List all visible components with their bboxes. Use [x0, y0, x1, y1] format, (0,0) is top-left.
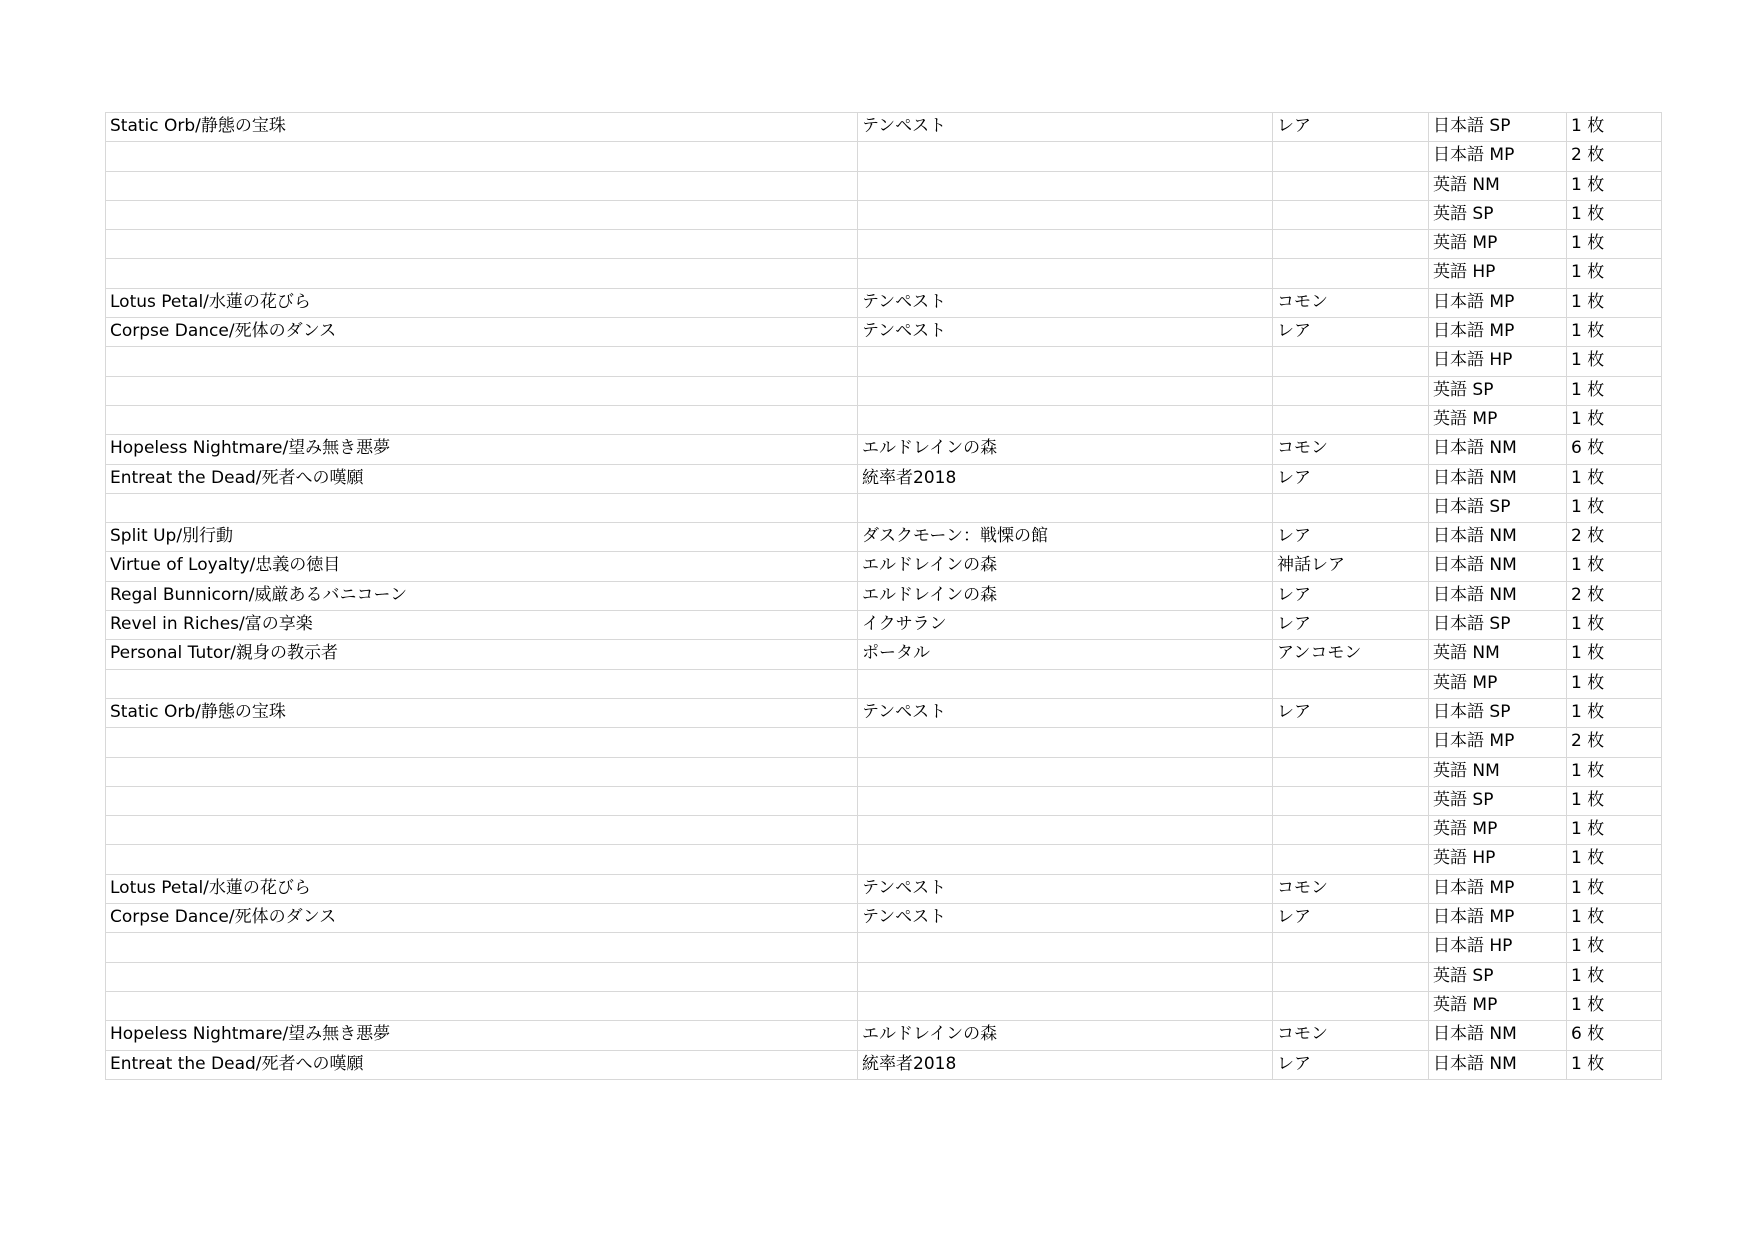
card-name-cell — [106, 171, 858, 200]
quantity-cell: 1 枚 — [1567, 786, 1662, 815]
language-condition-cell: 英語 SP — [1429, 200, 1567, 229]
table-row — [106, 874, 1662, 903]
table-row — [106, 933, 1662, 962]
set-name-cell: ダスクモーン：戦慄の館 — [858, 523, 1273, 552]
language-condition-cell: 日本語 SP — [1429, 611, 1567, 640]
table-row — [106, 171, 1662, 200]
table-row — [106, 845, 1662, 874]
table-row — [106, 552, 1662, 581]
table-row — [106, 288, 1662, 317]
set-name-cell — [858, 259, 1273, 288]
table-row — [106, 669, 1662, 698]
rarity-cell — [1273, 405, 1429, 434]
rarity-cell: コモン — [1273, 874, 1429, 903]
card-name-cell: Lotus Petal/水蓮の花びら — [106, 288, 858, 317]
language-condition-cell: 日本語 NM — [1429, 1021, 1567, 1050]
quantity-cell: 1 枚 — [1567, 347, 1662, 376]
set-name-cell: 統率者2018 — [858, 1050, 1273, 1079]
language-condition-cell: 日本語 HP — [1429, 933, 1567, 962]
rarity-cell — [1273, 493, 1429, 522]
set-name-cell — [858, 962, 1273, 991]
quantity-cell: 1 枚 — [1567, 493, 1662, 522]
rarity-cell — [1273, 962, 1429, 991]
card-name-cell — [106, 493, 858, 522]
language-condition-cell: 英語 MP — [1429, 405, 1567, 434]
set-name-cell — [858, 845, 1273, 874]
language-condition-cell: 日本語 SP — [1429, 493, 1567, 522]
table-row — [106, 200, 1662, 229]
table-body — [106, 113, 1662, 1080]
language-condition-cell: 日本語 NM — [1429, 552, 1567, 581]
set-name-cell — [858, 991, 1273, 1020]
language-condition-cell: 英語 MP — [1429, 816, 1567, 845]
card-name-cell — [106, 962, 858, 991]
card-name-cell — [106, 669, 858, 698]
language-condition-cell: 日本語 MP — [1429, 904, 1567, 933]
table-row — [106, 1050, 1662, 1079]
quantity-cell: 2 枚 — [1567, 728, 1662, 757]
rarity-cell: コモン — [1273, 435, 1429, 464]
rarity-cell — [1273, 376, 1429, 405]
language-condition-cell: 日本語 NM — [1429, 1050, 1567, 1079]
quantity-cell: 1 枚 — [1567, 933, 1662, 962]
quantity-cell: 1 枚 — [1567, 230, 1662, 259]
quantity-cell: 1 枚 — [1567, 376, 1662, 405]
quantity-cell: 1 枚 — [1567, 816, 1662, 845]
rarity-cell — [1273, 171, 1429, 200]
set-name-cell: テンペスト — [858, 904, 1273, 933]
card-name-cell — [106, 405, 858, 434]
language-condition-cell: 英語 NM — [1429, 640, 1567, 669]
language-condition-cell: 英語 MP — [1429, 230, 1567, 259]
quantity-cell: 1 枚 — [1567, 904, 1662, 933]
quantity-cell: 1 枚 — [1567, 669, 1662, 698]
card-name-cell: Personal Tutor/親身の教示者 — [106, 640, 858, 669]
table-row — [106, 230, 1662, 259]
card-name-cell — [106, 816, 858, 845]
rarity-cell — [1273, 230, 1429, 259]
table-row — [106, 904, 1662, 933]
table-row — [106, 640, 1662, 669]
card-name-cell: Split Up/別行動 — [106, 523, 858, 552]
table-row — [106, 816, 1662, 845]
language-condition-cell: 日本語 MP — [1429, 142, 1567, 171]
set-name-cell — [858, 230, 1273, 259]
table-row — [106, 493, 1662, 522]
quantity-cell: 1 枚 — [1567, 552, 1662, 581]
rarity-cell — [1273, 933, 1429, 962]
rarity-cell: レア — [1273, 1050, 1429, 1079]
table-row — [106, 728, 1662, 757]
rarity-cell: アンコモン — [1273, 640, 1429, 669]
card-name-cell — [106, 200, 858, 229]
language-condition-cell: 日本語 NM — [1429, 523, 1567, 552]
language-condition-cell: 日本語 MP — [1429, 318, 1567, 347]
card-name-cell — [106, 991, 858, 1020]
table-row — [106, 698, 1662, 727]
language-condition-cell: 英語 HP — [1429, 259, 1567, 288]
table-row — [106, 786, 1662, 815]
set-name-cell — [858, 405, 1273, 434]
quantity-cell: 2 枚 — [1567, 581, 1662, 610]
table-row — [106, 113, 1662, 142]
table-row — [106, 991, 1662, 1020]
card-name-cell — [106, 757, 858, 786]
set-name-cell: テンペスト — [858, 698, 1273, 727]
set-name-cell — [858, 669, 1273, 698]
rarity-cell: レア — [1273, 523, 1429, 552]
rarity-cell: レア — [1273, 611, 1429, 640]
table-row — [106, 757, 1662, 786]
card-name-cell — [106, 230, 858, 259]
quantity-cell: 1 枚 — [1567, 874, 1662, 903]
card-name-cell: Revel in Riches/富の享楽 — [106, 611, 858, 640]
set-name-cell — [858, 347, 1273, 376]
set-name-cell — [858, 933, 1273, 962]
set-name-cell — [858, 757, 1273, 786]
set-name-cell — [858, 376, 1273, 405]
quantity-cell: 1 枚 — [1567, 845, 1662, 874]
set-name-cell — [858, 728, 1273, 757]
table-row — [106, 523, 1662, 552]
quantity-cell: 6 枚 — [1567, 435, 1662, 464]
table-row — [106, 347, 1662, 376]
rarity-cell — [1273, 200, 1429, 229]
card-inventory-table — [105, 112, 1662, 1080]
set-name-cell: エルドレインの森 — [858, 435, 1273, 464]
card-name-cell: Corpse Dance/死体のダンス — [106, 318, 858, 347]
language-condition-cell: 日本語 NM — [1429, 435, 1567, 464]
rarity-cell: レア — [1273, 904, 1429, 933]
set-name-cell: テンペスト — [858, 288, 1273, 317]
set-name-cell: エルドレインの森 — [858, 581, 1273, 610]
rarity-cell: レア — [1273, 581, 1429, 610]
quantity-cell: 2 枚 — [1567, 142, 1662, 171]
set-name-cell: テンペスト — [858, 318, 1273, 347]
set-name-cell: テンペスト — [858, 113, 1273, 142]
rarity-cell — [1273, 347, 1429, 376]
quantity-cell: 1 枚 — [1567, 611, 1662, 640]
table-row — [106, 1021, 1662, 1050]
set-name-cell — [858, 493, 1273, 522]
language-condition-cell: 英語 SP — [1429, 962, 1567, 991]
set-name-cell: 統率者2018 — [858, 464, 1273, 493]
quantity-cell: 1 枚 — [1567, 640, 1662, 669]
quantity-cell: 1 枚 — [1567, 991, 1662, 1020]
table-row — [106, 581, 1662, 610]
quantity-cell: 1 枚 — [1567, 698, 1662, 727]
set-name-cell — [858, 171, 1273, 200]
quantity-cell: 1 枚 — [1567, 1050, 1662, 1079]
language-condition-cell: 英語 MP — [1429, 669, 1567, 698]
card-name-cell: Hopeless Nightmare/望み無き悪夢 — [106, 1021, 858, 1050]
table-row — [106, 259, 1662, 288]
table-row — [106, 142, 1662, 171]
rarity-cell — [1273, 259, 1429, 288]
language-condition-cell: 日本語 MP — [1429, 728, 1567, 757]
table-row — [106, 611, 1662, 640]
card-name-cell: Lotus Petal/水蓮の花びら — [106, 874, 858, 903]
table-row — [106, 464, 1662, 493]
language-condition-cell: 日本語 SP — [1429, 113, 1567, 142]
rarity-cell — [1273, 845, 1429, 874]
rarity-cell: コモン — [1273, 288, 1429, 317]
language-condition-cell: 日本語 HP — [1429, 347, 1567, 376]
rarity-cell — [1273, 728, 1429, 757]
language-condition-cell: 英語 NM — [1429, 171, 1567, 200]
table-row — [106, 962, 1662, 991]
set-name-cell: イクサラン — [858, 611, 1273, 640]
quantity-cell: 6 枚 — [1567, 1021, 1662, 1050]
card-name-cell — [106, 347, 858, 376]
quantity-cell: 1 枚 — [1567, 200, 1662, 229]
quantity-cell: 1 枚 — [1567, 464, 1662, 493]
set-name-cell — [858, 786, 1273, 815]
language-condition-cell: 日本語 NM — [1429, 464, 1567, 493]
rarity-cell — [1273, 816, 1429, 845]
rarity-cell: 神話レア — [1273, 552, 1429, 581]
language-condition-cell: 日本語 NM — [1429, 581, 1567, 610]
language-condition-cell: 日本語 SP — [1429, 698, 1567, 727]
language-condition-cell: 英語 MP — [1429, 991, 1567, 1020]
rarity-cell: レア — [1273, 318, 1429, 347]
table-row — [106, 376, 1662, 405]
rarity-cell: レア — [1273, 113, 1429, 142]
language-condition-cell: 英語 HP — [1429, 845, 1567, 874]
language-condition-cell: 日本語 MP — [1429, 288, 1567, 317]
card-name-cell: Static Orb/静態の宝珠 — [106, 113, 858, 142]
quantity-cell: 1 枚 — [1567, 259, 1662, 288]
table-row — [106, 435, 1662, 464]
card-name-cell: Virtue of Loyalty/忠義の徳目 — [106, 552, 858, 581]
set-name-cell: エルドレインの森 — [858, 1021, 1273, 1050]
card-name-cell: Corpse Dance/死体のダンス — [106, 904, 858, 933]
quantity-cell: 1 枚 — [1567, 318, 1662, 347]
card-name-cell — [106, 845, 858, 874]
set-name-cell — [858, 200, 1273, 229]
card-name-cell — [106, 142, 858, 171]
set-name-cell — [858, 816, 1273, 845]
card-name-cell: Entreat the Dead/死者への嘆願 — [106, 1050, 858, 1079]
table-row — [106, 405, 1662, 434]
quantity-cell: 1 枚 — [1567, 757, 1662, 786]
quantity-cell: 1 枚 — [1567, 171, 1662, 200]
quantity-cell: 2 枚 — [1567, 523, 1662, 552]
set-name-cell — [858, 142, 1273, 171]
quantity-cell: 1 枚 — [1567, 962, 1662, 991]
rarity-cell: レア — [1273, 464, 1429, 493]
rarity-cell — [1273, 669, 1429, 698]
rarity-cell — [1273, 991, 1429, 1020]
language-condition-cell: 英語 NM — [1429, 757, 1567, 786]
language-condition-cell: 英語 SP — [1429, 376, 1567, 405]
set-name-cell: エルドレインの森 — [858, 552, 1273, 581]
card-name-cell — [106, 376, 858, 405]
set-name-cell: ポータル — [858, 640, 1273, 669]
rarity-cell — [1273, 757, 1429, 786]
language-condition-cell: 英語 SP — [1429, 786, 1567, 815]
card-name-cell: Regal Bunnicorn/威厳あるバニコーン — [106, 581, 858, 610]
card-name-cell — [106, 933, 858, 962]
card-name-cell: Hopeless Nightmare/望み無き悪夢 — [106, 435, 858, 464]
card-name-cell: Entreat the Dead/死者への嘆願 — [106, 464, 858, 493]
rarity-cell: レア — [1273, 698, 1429, 727]
card-name-cell — [106, 728, 858, 757]
table-row — [106, 318, 1662, 347]
language-condition-cell: 日本語 MP — [1429, 874, 1567, 903]
rarity-cell — [1273, 142, 1429, 171]
quantity-cell: 1 枚 — [1567, 288, 1662, 317]
card-name-cell — [106, 259, 858, 288]
rarity-cell — [1273, 786, 1429, 815]
set-name-cell: テンペスト — [858, 874, 1273, 903]
quantity-cell: 1 枚 — [1567, 113, 1662, 142]
quantity-cell: 1 枚 — [1567, 405, 1662, 434]
rarity-cell: コモン — [1273, 1021, 1429, 1050]
card-name-cell: Static Orb/静態の宝珠 — [106, 698, 858, 727]
card-name-cell — [106, 786, 858, 815]
